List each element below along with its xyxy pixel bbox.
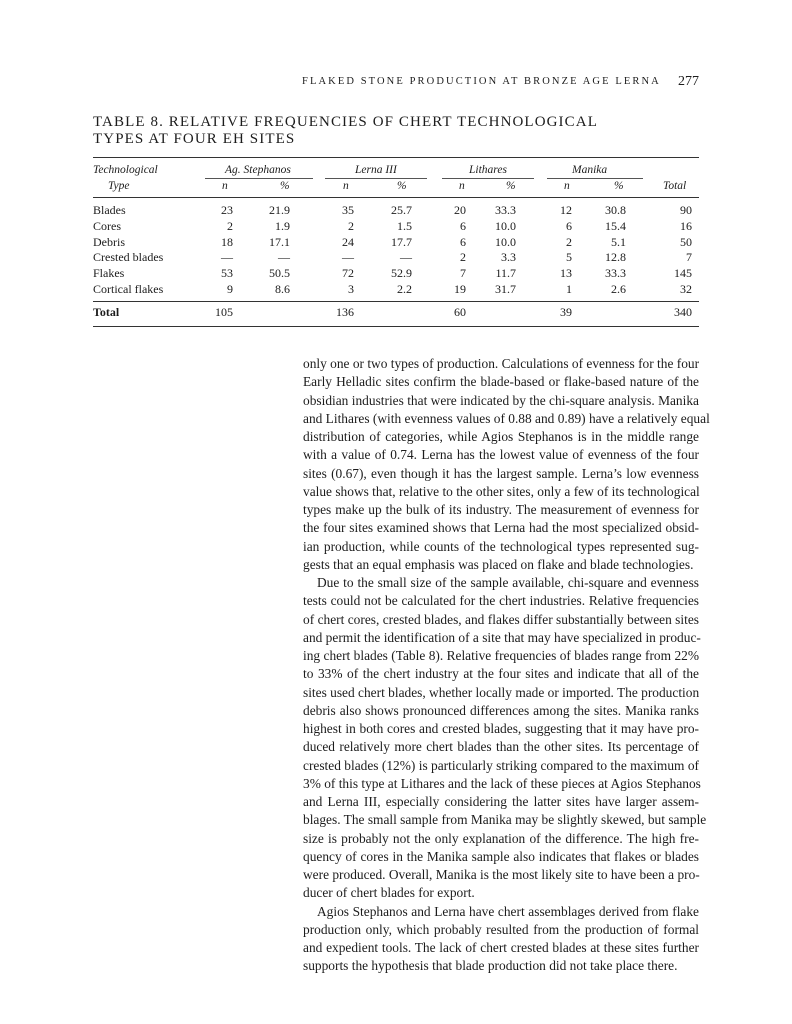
- table-cell: 10.0: [495, 218, 516, 233]
- running-head: FLAKED STONE PRODUCTION AT BRONZE AGE LERNA: [302, 76, 661, 87]
- total-cell: 105: [215, 305, 233, 319]
- sub-header-pct: %: [280, 180, 290, 192]
- col-header-type-line1: Technological: [93, 164, 158, 176]
- sub-header-n: n: [222, 180, 228, 192]
- table-cell: 33.3: [605, 266, 626, 281]
- table-row: [0, 266, 792, 282]
- table-cell: 12.8: [605, 250, 626, 265]
- table-cell: 2.6: [611, 282, 626, 296]
- table-cell: 6: [566, 218, 572, 233]
- table-cell: 6: [460, 218, 466, 233]
- table-cell: 1.9: [275, 218, 290, 233]
- text-line: ing chert blades (Table 8). Relative frequencies of blades range from 22%: [303, 648, 699, 663]
- text-line: highest in both cores and crested blades, suggesting that it may have pro-: [303, 721, 699, 736]
- sub-header-pct: %: [614, 180, 624, 192]
- text-line: obsidian industries that were indicated by the chi-square analysis. Manika: [303, 392, 699, 408]
- table-row: [0, 235, 792, 251]
- table-cell-total: 16: [680, 218, 692, 233]
- table-cell: 15.4: [605, 218, 626, 233]
- table-cell: 3.3: [501, 250, 516, 265]
- text-line: duced relatively more chert blades than the other sites. Its percentage of: [303, 739, 699, 755]
- table-cell: 35: [342, 203, 354, 217]
- text-line: were produced. Overall, Manika is the most likely site to have been a pro-: [303, 867, 700, 882]
- text-line: and permit the identification of a site that may have specialized in produc-: [303, 629, 701, 645]
- text-line: gests that an equal emphasis was placed on flake and blade technologies.: [303, 556, 694, 572]
- table-cell: 18: [221, 234, 233, 249]
- text-line: with a value of 0.74. Lerna has the lowest value of evenness of the four: [303, 447, 699, 463]
- table-cell: 2: [348, 218, 354, 233]
- table-cell: 5: [566, 250, 572, 265]
- text-line: to 33% of the chert industry at the four sites and indicate that all of the: [303, 666, 699, 682]
- text-line: ian production, while counts of the technological types represented sug-: [303, 538, 699, 554]
- table-cell: 53: [221, 266, 233, 281]
- text-line: quency of cores in the Manika sample also indicates that flakes or blades: [303, 848, 699, 864]
- text-line: blages. The small sample from Manika may be slightly skewed, but sample: [303, 812, 707, 828]
- sub-header-n: n: [564, 180, 570, 192]
- table-cell: 12: [560, 203, 572, 217]
- table-cell: 23: [221, 203, 233, 217]
- text-line: and Lerna III, especially considering the latter sites have larger assem-: [303, 794, 699, 809]
- total-cell: 340: [674, 305, 692, 319]
- table-cell: 5.1: [611, 234, 626, 249]
- text-line: ducer of chert blades for export.: [303, 885, 475, 901]
- table-cell: 21.9: [269, 203, 290, 217]
- table-cell: 7: [460, 266, 466, 281]
- text-line: supports the hypothesis that blade production did not take place there.: [303, 958, 678, 974]
- total-cell: 136: [336, 305, 354, 319]
- table-cell: 8.6: [275, 282, 290, 296]
- text-line: size is probably not the only explanation of the difference. The high fre-: [303, 830, 699, 846]
- table-cell: 2.2: [397, 282, 412, 296]
- col-header-type-line2: Type: [108, 180, 130, 192]
- text-line: Agios Stephanos and Lerna have chert assemblages derived from flake: [317, 903, 699, 919]
- text-line: types make up the bulk of its industry. The measurement of evenness for: [303, 502, 699, 517]
- total-cell: 39: [560, 305, 572, 319]
- table-cell: —: [400, 250, 412, 265]
- table-cell: 1.5: [397, 218, 412, 233]
- row-label: Cortical flakes: [93, 282, 164, 296]
- table-cell: 31.7: [495, 282, 516, 296]
- row-label: Crested blades: [93, 250, 164, 265]
- table-title-line: TYPES AT FOUR EH SITES: [93, 131, 296, 147]
- text-line: the four sites examined shows that Lerna had the most specialized obsid-: [303, 520, 699, 536]
- table-cell: 11.7: [495, 266, 516, 281]
- total-label: Total: [93, 305, 120, 319]
- text-line: Early Helladic sites confirm the blade-based or flake-based nature of the: [303, 374, 699, 390]
- table-title-line: TABLE 8. RELATIVE FREQUENCIES OF CHERT TECHNOLOGICAL: [93, 114, 598, 130]
- table-cell: 2: [566, 234, 572, 249]
- text-line: Due to the small size of the sample available, chi-square and evenness: [317, 575, 699, 590]
- paragraph: [303, 903, 699, 976]
- text-line: of chert cores, crested blades, and flakes differ substantially between sites: [303, 611, 699, 627]
- table-cell: 6: [460, 234, 466, 249]
- table-cell: 52.9: [391, 266, 412, 281]
- site-underline: [205, 178, 313, 179]
- table-row: [0, 203, 792, 219]
- row-label: Debris: [93, 234, 125, 249]
- table-cell: 1: [566, 282, 572, 296]
- row-label: Flakes: [93, 266, 125, 281]
- text-line: sites (0.67), even though it has the largest sample. Lerna’s low evenness: [303, 465, 699, 481]
- paragraph: [303, 355, 710, 574]
- site-underline: [442, 178, 534, 179]
- table-total-rule: [93, 301, 699, 302]
- table-title: [93, 114, 653, 148]
- table-cell: 17.1: [269, 234, 290, 249]
- text-line: tests could not be calculated for the chert industries. Relative frequencies: [303, 593, 699, 609]
- table-cell-total: 50: [680, 234, 692, 249]
- row-label: Blades: [93, 203, 126, 217]
- row-label: Cores: [93, 218, 121, 233]
- site-header-manika: Manika: [572, 164, 608, 176]
- page-number: 277: [678, 74, 699, 89]
- table-row: [0, 219, 792, 235]
- table-cell-total: 145: [674, 266, 692, 281]
- table-cell: 2: [227, 218, 233, 233]
- table-cell: 20: [454, 203, 466, 217]
- table-bottom-rule: [93, 326, 699, 327]
- table-cell: 10.0: [495, 234, 516, 249]
- text-line: sites used chert blades, whether locally made or imported. The production: [303, 684, 700, 700]
- table-cell-total: 90: [680, 203, 692, 217]
- text-line: distribution of categories, while Agios Stephanos is in the middle range: [303, 429, 699, 444]
- table-row: [0, 282, 792, 298]
- table-cell: —: [278, 250, 290, 265]
- table-cell: 3: [348, 282, 354, 296]
- table-cell: 33.3: [495, 203, 516, 217]
- table-cell: 30.8: [605, 203, 626, 217]
- site-underline: [325, 178, 427, 179]
- text-line: debris also shows pronounced differences among the sites. Manika ranks: [303, 702, 699, 718]
- sub-header-n: n: [459, 180, 465, 192]
- table-cell-total: 32: [680, 282, 692, 296]
- text-line: value shows that, relative to the other sites, only a few of its technological: [303, 483, 700, 499]
- site-header-ag-stephanos: Ag. Stephanos: [225, 164, 291, 176]
- table-cell: —: [342, 250, 354, 265]
- table-header-rule: [93, 197, 699, 198]
- text-line: only one or two types of production. Calculations of evenness for the four: [303, 356, 700, 371]
- table-total-row: [0, 305, 792, 321]
- table-cell: 25.7: [391, 203, 412, 217]
- table-cell: 24: [342, 234, 354, 249]
- table-cell: 2: [460, 250, 466, 265]
- sub-header-pct: %: [397, 180, 407, 192]
- sub-header-pct: %: [506, 180, 516, 192]
- site-header-lerna-iii: Lerna III: [355, 164, 397, 176]
- text-line: and Lithares (with evenness values of 0.88 and 0.89) have a relatively equal: [303, 410, 710, 426]
- col-header-total: Total: [663, 180, 687, 192]
- table-cell: 9: [227, 282, 233, 296]
- sub-header-n: n: [343, 180, 349, 192]
- table-cell: 72: [342, 266, 354, 281]
- table-cell-total: 7: [686, 250, 692, 265]
- table-top-rule: [93, 157, 699, 158]
- table-cell: 50.5: [269, 266, 290, 281]
- site-underline: [547, 178, 643, 179]
- total-cell: 60: [454, 305, 466, 319]
- text-line: crested blades (12%) is particularly striking compared to the maximum of: [303, 757, 699, 773]
- table-cell: —: [221, 250, 233, 265]
- paragraph: [303, 574, 707, 903]
- table-row: [0, 250, 792, 266]
- text-line: production only, which probably resulted from the production of formal: [303, 921, 699, 937]
- body-text: [303, 355, 710, 976]
- table-cell: 17.7: [391, 234, 412, 249]
- text-line: 3% of this type at Lithares and the lack of these pieces at Agios Stephanos: [303, 775, 701, 791]
- table-cell: 13: [560, 266, 572, 281]
- text-line: and expedient tools. The lack of chert crested blades at these sites further: [303, 940, 699, 955]
- table-cell: 19: [454, 282, 466, 296]
- site-header-lithares: Lithares: [469, 164, 507, 176]
